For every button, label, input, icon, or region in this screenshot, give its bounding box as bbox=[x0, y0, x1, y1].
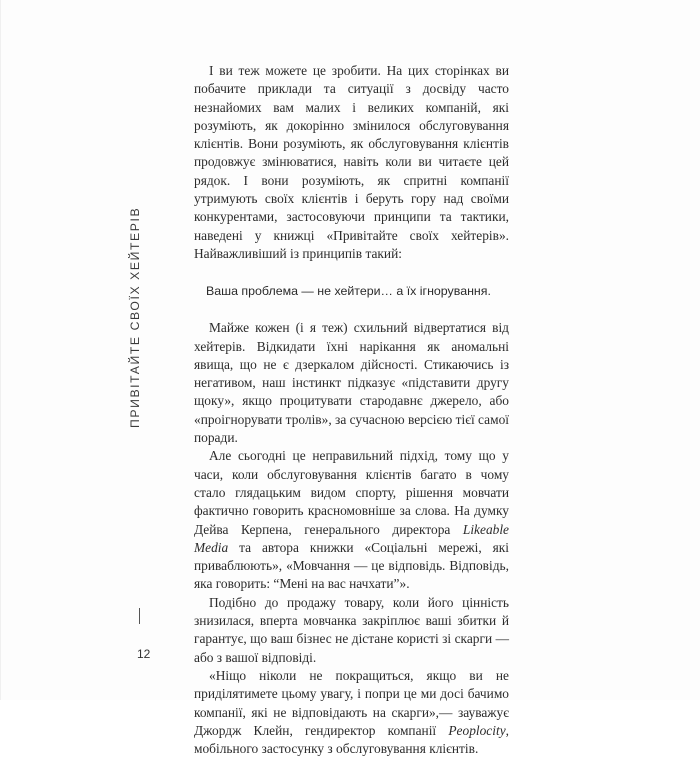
paragraph-silence-text-b: та автора книжки «Соціальні мережі, які приваблюють», «Мовчання — це відповідь. Відповідь, яка говорить: “Мені на вас начхати”». bbox=[194, 539, 509, 592]
paragraph-klein-text-b: , мобільного застосунку з обслуговування клієнтів. bbox=[194, 722, 509, 757]
paragraph-intro: І ви теж можете це зробити. На цих сторінках ви побачите приклади та ситуації з досвіду часто незнайомих вам малих і великих компаній, які розуміють, як докорінно змінилося обслуговування клієнтів. Вони розуміють, як обслуговування клієнтів продовжує змінюватися, навіть коли ви читаєте цей рядок. І вони розуміють, як спритні компанії утримують своїх клієнтів і беруть гору над своїми конкурентами, застосовуючи принципи та тактики, наведені у книжці «Привітайте своїх хейтерів». Найважливіший із принципів такий: bbox=[194, 63, 509, 261]
body-text-column bbox=[194, 62, 509, 758]
paragraph-klein-text-a: «Ніщо ніколи не покращиться, якщо ви не приділятимете цьому увагу, і попри це ми досі бачимо компанії, які не відповідають на скарги»,— зауважує Джордж Клейн, гендиректор компанії bbox=[194, 667, 509, 738]
highlighted-principle-quote: Ваша проблема — не хейтери… а їх ігнорування. bbox=[206, 284, 491, 299]
brand-peoplocity: Peoplocity bbox=[448, 722, 506, 738]
running-title-rule bbox=[139, 608, 140, 624]
running-title-vertical: ПРИВІТАЙТЕ СВОЇХ ХЕЙТЕРІВ bbox=[128, 206, 142, 428]
page-number: 12 bbox=[137, 647, 151, 661]
paragraph-silence bbox=[194, 447, 509, 593]
paragraph-product-analogy: Подібно до продажу товару, коли його цінність знизилася, вперта мовчанка закріплює ваші збитки й гарантує, що ваш бізнес не дістане користі зі скарги — або з вашої відповіді. bbox=[194, 594, 509, 665]
paragraph-silence-text-a: Але сьогодні це неправильний підхід, тому що у часи, коли обслуговування клієнтів багато в чому стало глядацьким видом спорту, рішення мовчати фактично говорить красномовніше за слова. На думку Дейва Керпена, генерального директора bbox=[194, 448, 509, 537]
paragraph-haters: Майже кожен (і я теж) схильний відвертатися від хейтерів. Відкидати їхні нарікання як аномальні явища, що не є дзеркалом дійсності. Стикаючись із негативом, наш інстинкт підказує «підставити другу щоку», якщо процитувати стародавнє джерело, або «проігнорувати тролів», за сучасною версією тієї самої поради. bbox=[194, 320, 509, 446]
paragraph-george-klein-quote bbox=[194, 667, 509, 758]
brand-likeable-media: Likeable Media bbox=[194, 521, 509, 555]
